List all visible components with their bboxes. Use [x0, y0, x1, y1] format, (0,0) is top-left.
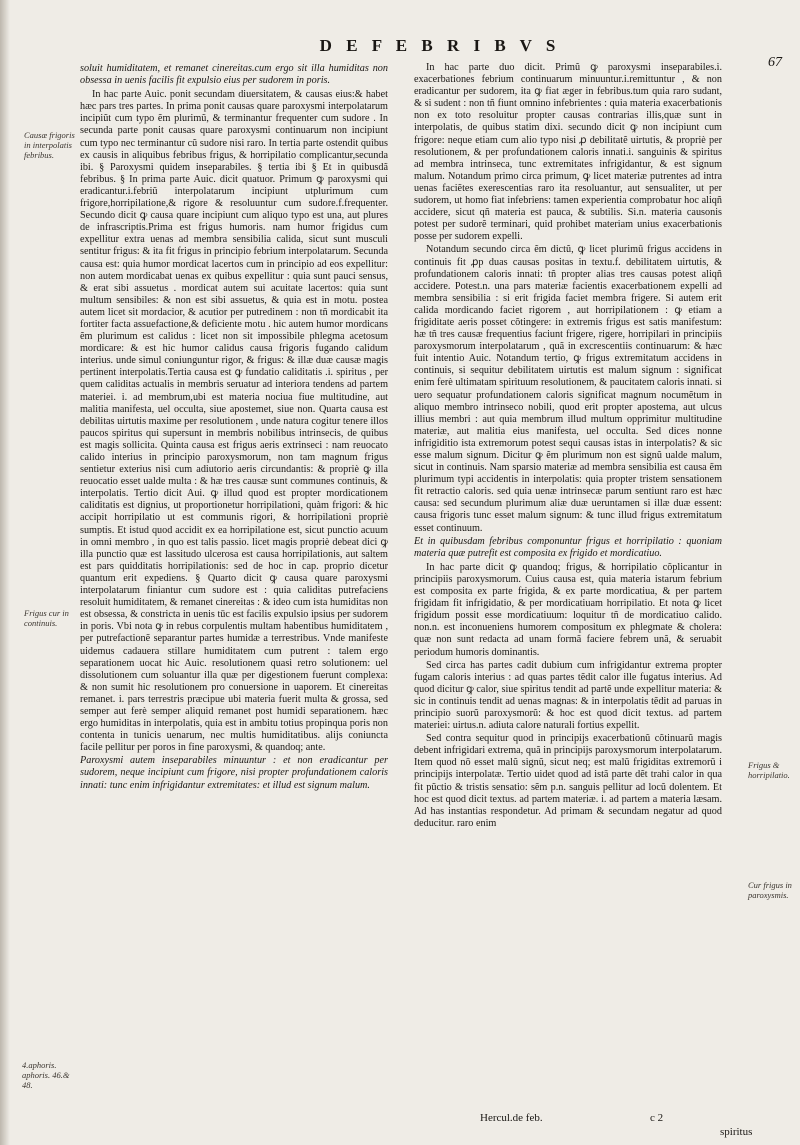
gutter-shadow	[0, 0, 10, 1145]
lemma-paragraph: Paroxysmi autem inseparabiles minuuntur : et non eradicantur per sudorem, neque incipiunt cum frigore, nisi propter profundationem caloris innati: tunc enim infrigidantur extremitates: et illud est signum malum.	[80, 755, 388, 791]
footer-signature-line: Hercul.de feb.	[480, 1112, 543, 1124]
margin-note: Frigus & horripilatio.	[748, 760, 790, 780]
commentary-paragraph: Sed contra sequitur quod in principijs exacerbationũ cõtinuarũ magis debent infrigidari extrema, quã in principijs paroxysmorum interpolatarum. Item quod nõ esset malũ signũ, sicut neq; est malũ frigiditas extremorũ i principijs interpolatæ. Tertio uidet quod ad istã parte dẽt trahi calor in qua fit pũctio & tristis sensatio: sẽm p.n. sanguis pellitur ad locũ dolentem. Et hoc est quod dicit textus. ad partem materiæ. i. ad partem a materia læsam. Ad has instantias respondetur. Ad primam & secundam negatur ad quod deducitur. raro enim	[414, 733, 722, 829]
commentary-paragraph: Notandum secundo circa ẽm dictũ, ꝙ licet plurimũ frigus accidens in continuis fit ꝓp duas causas positas in textu.f. debilitatem uirtutis, & profundationem caloris innati: tñ propter alias tres causas potest aliqñ accidere. Potest.n. una pars materiæ facientis exacerbationem expelli ad membra sensibilia : si erit frigida faciet membra frigere. Si autem erit calida mordicando faciet rigorem , aut horripilationem : ꝙ etiam a frigiditate aeris posset cõtingere: in extremis frigus est satis manifestum: hæ tñ tres causæ frequentius faciunt frigere, rigere, horripilari in principiis paroxysmorum interpolatarum , quã in excrescentiis continuarum: & hæc fuit intentio Auic. Notandum tertio, ꝙ frigus extremitatum accidens in continuis, si sequitur debilitatem uirtutis est malum signum : significat enim ferè ultimatam spirituum resolutionem, & paucitatem caloris innati. si uero sequatur profundationem caloris significat magnum nocumẽtum in aliquo membro intrinseco nobili, quod erit propter apostema, aut ulcus illius membri : aut quia membrum illud multum opprimitur multitudine materiæ, aut malitia eius manifesta, uel occulta. Sed dices nonne infrigiditio ista extremorum potest sequi causas istas in interpolatis? & sic esse malum signum. Dicitur ꝙ ẽm plurimum non est signũ ualde malum, sicut in continuis. Nam sparsio materiæ ad membra sensibilia est causa ẽm plurimum typi accidentis in interpolatis: quia propter tristem sensationem fit retractio caloris. sed quia uenæ intrinsecæ parum sentiunt raro est hæc causa: sed secundum plurimum aliæ duæ ueruntamen si illæ duæ essent: causa frigoris tunc esset malum signum: & tunc illud frigus extremitatum esset continuum.	[414, 244, 722, 534]
margin-note: Cur frigus in paroxysmis.	[748, 880, 792, 900]
margin-note: Frigus cur in continuis.	[24, 608, 69, 628]
commentary-paragraph: In hac parte Auic. ponit secundam diuersitatem, & causas eius:& habet hæc pars tres partes. In prima ponit causas quare paroxysmi interpolatarum incipiũt cum typo ẽm plurimũ, & terminantur frequenter cum sudore . In secunda parte ponit causas quare paroxysmi continuarum non incipiunt cum typo nec terminantur cũ sudore nisi raro. In tertia parte ostendit quibus ex causis in aliquibus febribus frigus, & horripilatio complicantur,secunda ibi. § Paroxysmi quidem inseparabiles. § tertia ibi § Et in quibusdã febribus. § In prima parte Auic. dicit quatuor. Primum ꝙ paroxysmi qui eradicantur.i.febriũ interpolatarum incipiunt utplurimum cum frigore,horripilatione,& rigore & resoluuntur cum sudore.f.frequenter. Secundo dicit ꝙ causa quare incipiunt cum aliquo typo est una, aut plures de infrascriptis.Prima est frigus humoris. nam humor frigidus cum expellitur extra uenas ad membra sensibilia calida, sicut sunt musculi sentitur frigus: & ita fit frigus in principio febrium interpolatarum. Secunda causa est: quia humor mordicat lacertos cum in principio ad eos expellitur: non autem mordicabat uenas ex quibus expellitur : quia sunt pauci sensus, & erat sibi assuetus . mordicat autem sui acuitate lacertos: quia sunt multum sensibiles: & non est sibi assuetus, & quia est in motu. postea autem licet sit mordacior, & acutior per putredinem : non tñ mordicabit ita fortiter facta assuefactione,& deficiente motu . hic autem humor mordicans ẽm plurimum est calidus : licet non sit impossibile phlegma acetosum mordicare: & est hic humor calidus causa frigoris fugando calidum interius. unde simul coniunguntur rigor, & frigus: & illæ duæ causæ magis pertinent interpolatis.Tertia causa est ꝙ fundatio caliditatis .i. spiritus , per quem caliditas actualis in membris seruatur ad interiora tendens ad partem materiei. i. ad membrum,ubi est materia nociua fiue multitudine, aut malitia manifesta, uel occulta, siue apostemet, siue non. Quarta causa est debilitas uirtutis maxime per resolutionem , unde natura cogitur tenere illos paucos spiritus qui supersunt in membris nobilibus intrinsecis, de quibus est magis sollicita. Quinta causa est frigus aeris extrinseci : nam reuocato calido interius in principio paroxysmorum, non tam magnum frigus sentietur exterius nisi cum adiutorio aeris circundantis: & propriè ꝙ illa reuocatio esset ualde multa : & hæ tres causæ sunt communes continuis, & interpolatis. Tertio dicit Aui. ꝙ illud quod est propter mordicationem caliditatis est dignius, ut proportionetur horripilationi, quàm frigori: & hic accipit horripilatio ut est communis rigori, & horripilationi propriè sumptis. Et istud quod accidit ex ea horripilatione est, sicut punctio acuum in omni membro , in quo est talis passio. licet magis propriè debeat dici ꝙ illa punctio quæ est lassitudo ulcerosa est causa horripilationis, aut saltem est pars quidditatis horripilationis: sed de hoc in cap. proprio dicetur quantum erit expediens. § Quarto dicit ꝙ causa quare paroxysmi interpolatarum finiantur cum sudore est : quia caliditas putrefaciens resoluit humiditatem, & remanet cinereitas : & ideo cum ista humiditas non est obsessa, & constricta in uenis tūc est facilis expulsio ipsius per sudorem in poris. Vbi nota ꝙ in rebus corpulentis multam habentibus humiditatem , per putrefactionẽ separantur partes humidæ a terrestribus. Vnde manifeste uidemus cadauera stillare humiditatem cum putrent : talem ergo separationem uocat hic Auic. resolutionem quasi retro solutionem: uel dissolutionem cum soluantur illa quæ per digestionem fuerunt complexa: & non sumit hic resolutionem pro conuersione in uaporem. Et cinereitas remanet. i. pars terrestris præcipue ubi materia fuerit multa & grossa, sed semper aut ferè semper aliquid remanet post humidi separationem. hæc ergo humiditas in interpolatis, quia est in ambitu totius propinqua poris non contenta in tunicis uenarum, nec multis humiditatibus. alijs coniuncta facile pellitur per poros in fine paroxysmi, & quandoq; ante.	[80, 89, 388, 754]
margin-note: Causæ frigoris in interpolatis febribus.	[24, 130, 75, 160]
signature-mark: c 2	[650, 1112, 664, 1124]
right-text-column	[414, 62, 722, 1092]
left-text-column	[80, 62, 388, 1122]
commentary-paragraph: Sed circa has partes cadit dubium cum infrigidantur extrema propter fugam caloris interius : ad quas partes tẽdit calor ille fugatus interius. Ad quod dicitur ꝙ calor, siue spiritus tendit ad partẽ unde expellitur materia: & sic in continuis tendit ad uenas magnas: & in interpolatis tẽdit ad paruas in principio suorũ paroxysmorũ: & hoc est quod dicit textus. ad partem materiei: uirtus.n. adiuta calore naturali fortius expellit.	[414, 659, 722, 732]
commentary-paragraph: In hac parte dicit ꝙ quandoq; frigus, & horripilatio cõplicantur in principiis paroxysmorum. Cuius causa est, quia materia istarum febrium est composita ex parte frigida, & ex parte mordicatiua, & per partem frigidam fit infrigidatio, & per mordicatiuam horripilatio. Et nota ꝙ licet frigidum possit esse mordicatiuum: loquitur tñ de mordicatiuo calido. non.n. est inconueniens humorem compositum ex phlegmate & cholera: quæ non sunt redacta ad unam formã faciere febrem unã, & seruabit periodum humoris dominantis.	[414, 561, 722, 658]
commentary-paragraph: In hac parte duo dicit. Primũ ꝙ paroxysmi inseparabiles.i. exacerbationes febrium continuarum minuuntur.i.remittuntur , & non eradicantur per sudorem, ita ꝙ fiat æger in febribus.tum quia raro sudant, & si sudent : non tñ fiunt omnino infebrientes : quia materia exacerbationis non ex toto resoluitur propter causas contrarias illis,quæ sunt in interpolatis, de quibus statim dixi. secundo dicit ꝙ non incipiunt cum frigore: neque etiam cum alio typo nisi ꝓ debilitatẽ uirtutis, & propriè per resolutionem, & per profundationem caloris innati.i. sanguinis & spiritus ad membra intrinseca, tunc extremitates infrigidantur, & est signum malum. Notandum primo circa primum, ꝙ licet materiæ putrentes ad intra uenas faciẽtes exerescentias raro ita resoluantur, aut sensualiter, ut per sudorem, ut homo fiat infebriens: tamen experientia comprobatur hoc aliqñ accidere, sicut qñ materia est pauca, & subtilis. Si.n. materia causonis potest per sudorẽ terminari, quid prohibet materiam unius exacerbationis posse per sudorem expelli.	[414, 62, 722, 243]
running-title: D E F E B R I B V S	[319, 36, 561, 55]
catchword: spiritus	[720, 1126, 753, 1138]
lemma-paragraph: soluit humiditatem, et remanet cinereitas.cum ergo sit illa humiditas non obsessa in uenis facilis fit expulsio eius per sudorem in poris.	[80, 63, 388, 87]
page-number: 67	[768, 55, 782, 70]
margin-note: 4.aphoris. aphoris. 46.& 48.	[22, 1060, 70, 1090]
lemma-paragraph: Et in quibusdam febribus componuntur frigus et horripilatio : quoniam materia quæ putrefit est composita ex frigido et mordicatiuo.	[414, 535, 722, 559]
